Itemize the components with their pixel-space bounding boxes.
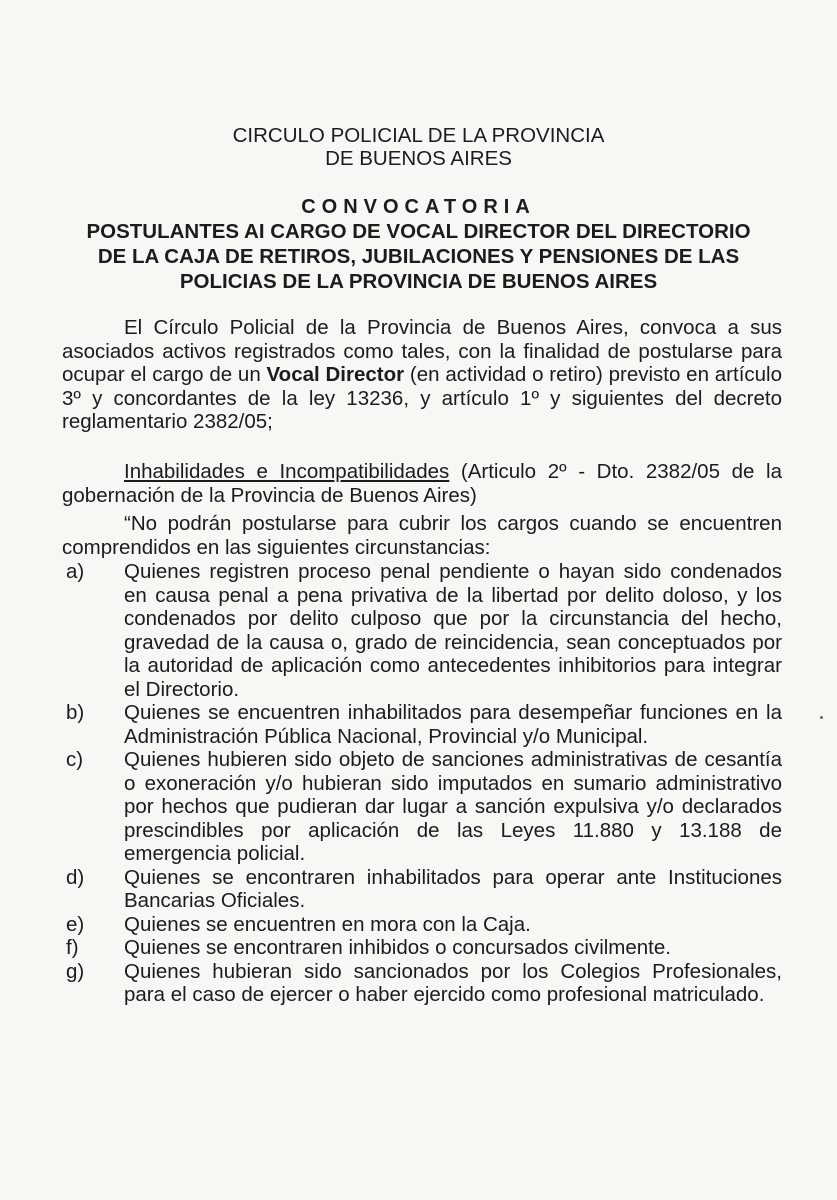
title-line-2: DE LA CAJA DE RETIROS, JUBILACIONES Y PENSIONES DE LAS	[97, 245, 740, 268]
section-heading-rest: (Articulo 2º - Dto. 2382/05 de la gobernación de la Provincia de Buenos Aires)	[62, 460, 782, 507]
section-quote: “No podrán postularse para cubrir los cargos cuando se encuentren comprendidos en las siguientes circunstancias:	[62, 512, 782, 559]
list-item-letter: e)	[66, 912, 85, 936]
list-item-text: Quienes hubieran sido sancionados por los Colegios Profesionales, para el caso de ejercer o haber ejercido como profesional matriculado.	[124, 959, 782, 1006]
scan-speck	[820, 716, 823, 719]
intro-paragraph	[62, 316, 782, 434]
list-item-letter: a)	[66, 560, 85, 583]
section-heading: Inhabilidades e Incompatibilidades	[124, 460, 450, 483]
list-item-letter: f)	[66, 936, 79, 959]
list-item	[62, 960, 782, 1007]
title-line-1: POSTULANTES AI CARGO DE VOCAL DIRECTOR DEL DIRECTORIO	[86, 220, 751, 243]
header-line-2: DE BUENOS AIRES	[325, 147, 512, 170]
list-item-text: Quienes hubieren sido objeto de sanciones administrativas de cesantía o exoneración y/o hubieran sido imputados en sumario administrativo por hechos que pudieran dar lugar a sanción expulsiva y/o declarados prescindibles por aplicación de las Leyes 11.880 y 13.188 de emergencia policial.	[124, 748, 782, 865]
list-item	[62, 866, 782, 913]
section-heading-paragraph	[62, 460, 782, 507]
list-item	[62, 560, 782, 701]
list-item-text: Quienes registren proceso penal pendiente o hayan sido condenados en causa penal a pena privativa de la libertad por delito doloso, y los condenados por delito culposo que por la circunstancia del hecho, gravedad de la causa o, grado de reincidencia, sean conceptuados por la autoridad de aplicación como antecedentes inhibitorios para integrar el Directorio.	[124, 560, 782, 701]
list-item	[62, 701, 782, 748]
list-item-letter: c)	[66, 748, 84, 771]
list-item	[62, 748, 782, 866]
list-item-text: Quienes se encuentren inhabilitados para desempeñar funciones en la Administración Pública Nacional, Provincial y/o Municipal.	[124, 701, 782, 748]
list-item	[62, 913, 782, 937]
list-item-text: Quienes se encuentren en mora con la Caja.	[124, 912, 531, 936]
intro-text-before: El Círculo Policial de la Provincia de Buenos Aires, convoca a sus asociados activos registrados como tales, con la finalidad de postularse para ocupar el cargo de un	[62, 316, 782, 386]
list-item	[62, 936, 782, 960]
list-item-letter: g)	[66, 959, 85, 983]
intro-bold-vocal-director: Vocal Director	[266, 363, 405, 386]
header-line-1: CIRCULO POLICIAL DE LA PROVINCIA	[232, 124, 605, 147]
list-item-letter: d)	[66, 865, 85, 889]
list-item-letter: b)	[66, 701, 85, 724]
convocatoria-heading: CONVOCATORIA	[301, 196, 536, 218]
title-line-3: POLICIAS DE LA PROVINCIA DE BUENOS AIRES	[179, 270, 658, 293]
list-item-text: Quienes se encontraren inhibidos o concursados civilmente.	[124, 936, 671, 959]
circumstances-list	[62, 560, 782, 1007]
intro-text-after: (en actividad o retiro) previsto en artículo 3º y concordantes de la ley 13236, y artículo 1º y siguientes del decreto reglamentario 2382/05;	[62, 363, 783, 433]
list-item-text: Quienes se encontraren inhabilitados para operar ante Instituciones Bancarias Oficiales.	[124, 865, 782, 912]
